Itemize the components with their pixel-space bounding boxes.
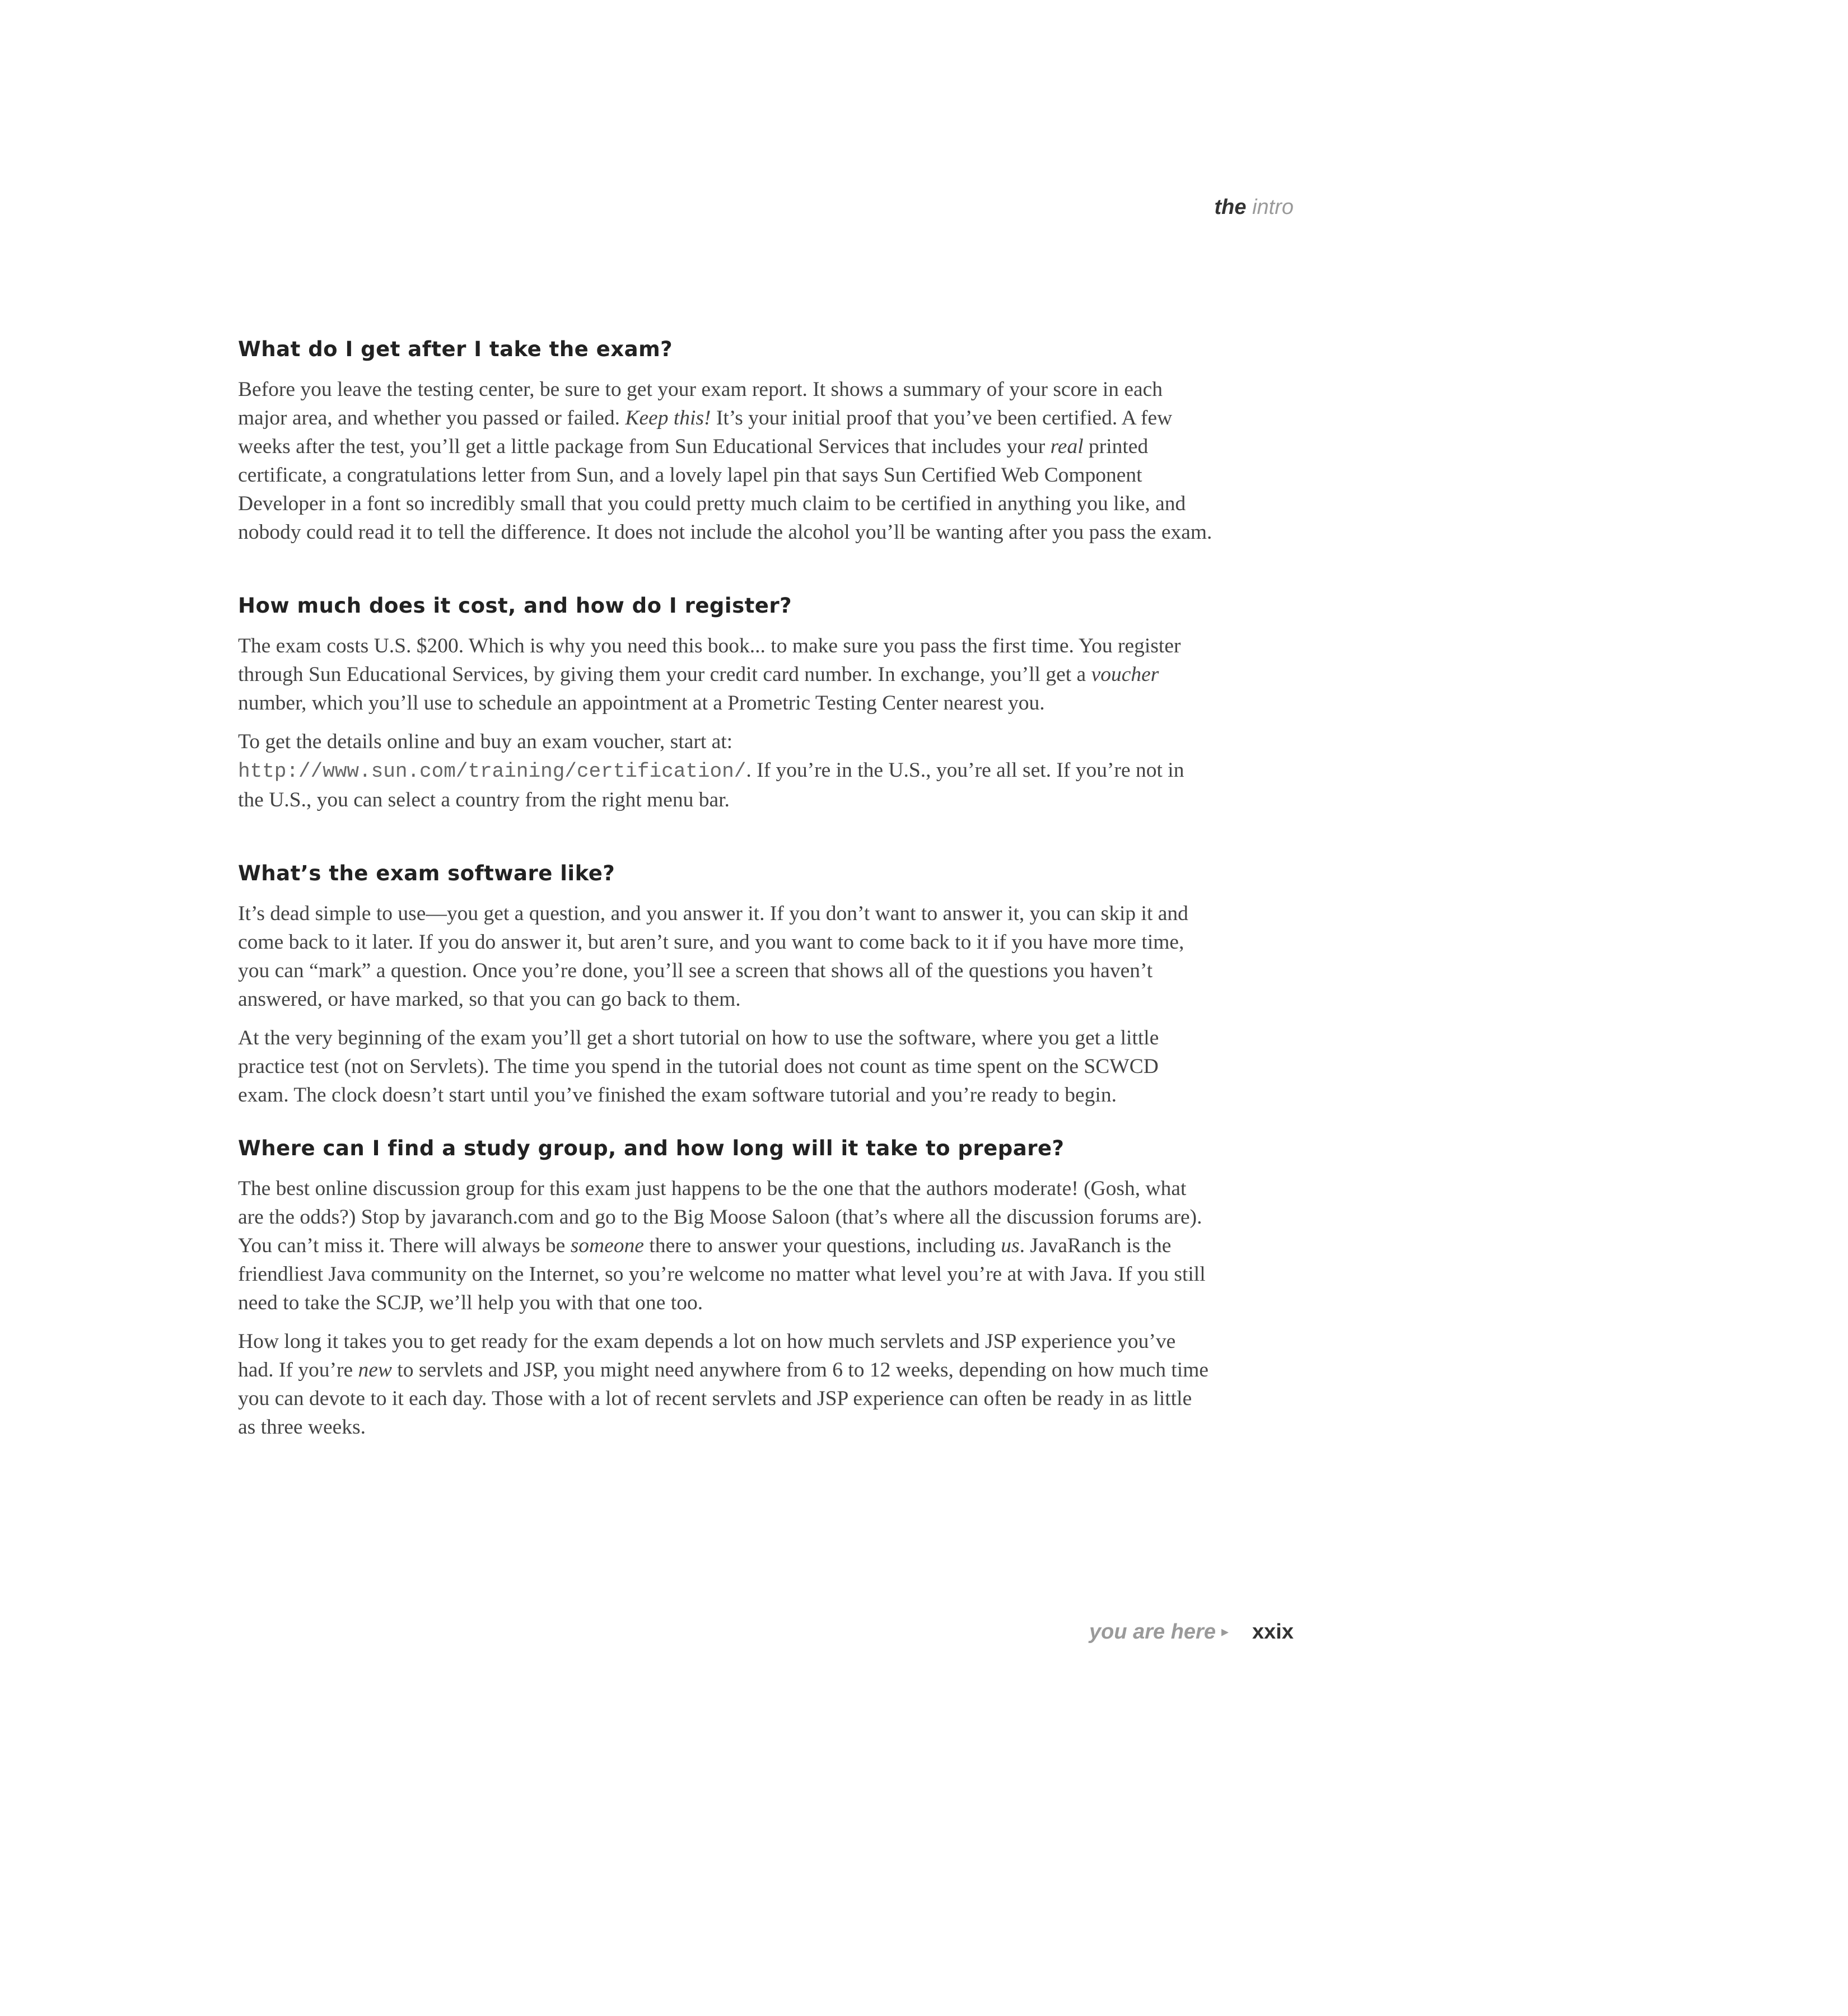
running-head-light: intro [1252,195,1294,219]
paragraph-register-online: To get the details online and buy an exam voucher, start at: http://www.sun.com/training/certification/. If you’re in the U.S., you’re all set. If you’re not in the U.S., you can select a country from the right menu bar. [238,730,1184,811]
paragraph-cost: The exam costs U.S. $200. Which is why you need this book... to make sure you pass the first time. You register through Sun Educational Services, by giving them your credit card number. In exchange, you’ll get a voucher number, which you’ll use to schedule an appointment at a Prometric Testing Center nearest you. [238,634,1181,715]
triangle-right-icon: ▸ [1221,1623,1229,1640]
paragraph-software-usage: It’s dead simple to use—you get a question, and you answer it. If you don’t want to answer it, you can skip it and come back to it later. If you do answer it, but aren’t sure, and you want to come back to it if you have more time, you can “mark” a question. Once you’re done, you’ll see a screen that shows all of the questions you haven’t answered, or have marked, so that you can go back to them. [238,902,1188,1011]
page-content [238,336,1212,1487]
section-exam-software [238,860,1212,1109]
paragraph-software-tutorial: At the very beginning of the exam you’ll get a short tutorial on how to use the software, where you get a little practice test (not on Servlets). The time you spend in the tutorial does not count as time spent on the SCWCD exam. The clock doesn’t start until you’ve finished the exam software tutorial and you’re ready to begin. [238,1026,1159,1107]
running-head-bold: the [1214,195,1247,219]
section-cost-register [238,592,1212,814]
heading-cost-register: How much does it cost, and how do I register? [238,594,792,618]
heading-exam-software: What’s the exam software like? [238,861,615,885]
page-footer [1089,1620,1294,1646]
section-after-exam [238,336,1212,547]
paragraph-prep-time: How long it takes you to get ready for the exam depends a lot on how much servlets and JSP experience you’ve had. If you’re new to servlets and JSP, you might need anywhere from 6 to 12 weeks, depending on how much time you can devote to it each day. Those with a lot of recent servlets and JSP experience can often be ready in as little as three weeks. [238,1330,1209,1439]
running-head [1215,195,1294,220]
you-are-here-label: you are here [1089,1620,1216,1644]
page-number: xxix [1252,1620,1294,1644]
heading-after-exam: What do I get after I take the exam? [238,337,673,361]
paragraph-after-exam: Before you leave the testing center, be sure to get your exam report. It shows a summary of your score in each major area, and whether you passed or failed. Keep this! It’s your initial proof that you’ve been certified. A few weeks after the test, you’ll get a little package from Sun Educational Services that includes your real printed certificate, a congratulations letter from Sun, and a lovely lapel pin that says Sun Certified Web Component Developer in a font so incredibly small that you could pretty much claim to be certified in anything you like, and nobody could read it to tell the difference. It does not include the alcohol you’ll be wanting after you pass the exam. [238,378,1212,544]
heading-study-group: Where can I find a study group, and how long will it take to prepare? [238,1136,1065,1160]
paragraph-study-group: The best online discussion group for this exam just happens to be the one that the authors moderate! (Gosh, what are the odds?) Stop by javaranch.com and go to the Big Moose Saloon (that’s where all the discussion forums are). You can’t miss it. There will always be someone there to answer your questions, including us. JavaRanch is the friendliest Java community on the Internet, so you’re welcome no matter what level you’re at with Java. If you still need to take the SCJP, we’ll help you with that one too. [238,1177,1206,1314]
section-study-group [238,1135,1212,1441]
certification-url: http://www.sun.com/training/certification/ [238,760,746,783]
